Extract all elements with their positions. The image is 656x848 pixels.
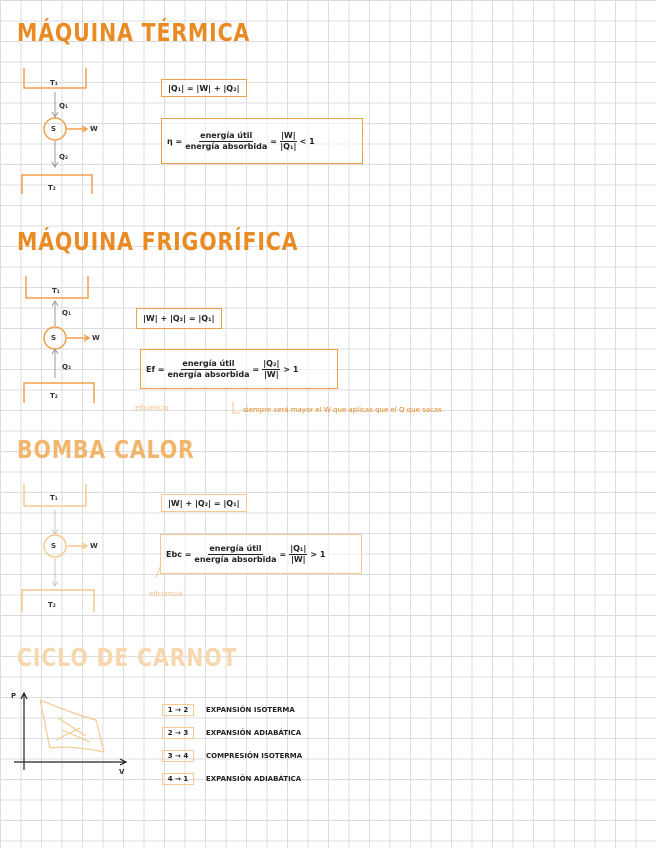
- ebc-rhs: > 1: [310, 549, 326, 559]
- axis-p-label: P: [11, 692, 17, 700]
- carnot-step-label: EXPANSIÓN ADIABÁTICA: [206, 775, 302, 783]
- work-label: W: [92, 334, 100, 342]
- efficiency-box: [160, 534, 362, 574]
- energy-balance-box: [161, 79, 247, 97]
- eta-lhs: η =: [167, 136, 183, 146]
- axis-v-label: V: [119, 768, 125, 776]
- ebc-q-fraction: [289, 544, 307, 563]
- t1-label: T₁: [50, 494, 58, 502]
- energy-balance-equation: |W| + |Q₂| = |Q₁|: [143, 314, 215, 323]
- work-label: W: [90, 125, 98, 133]
- efficiency-label: eficiencia: [149, 590, 183, 598]
- energy-balance-equation: |Q₁| = |W| + |Q₂|: [168, 83, 240, 93]
- t1-label: T₁: [50, 79, 58, 87]
- ebc-q-denominator: |W|: [290, 554, 306, 564]
- energy-balance-box: [161, 494, 247, 512]
- carnot-step: [162, 727, 301, 739]
- energy-balance-box: [136, 308, 222, 329]
- system-label: S: [51, 542, 57, 550]
- q1-label: Q₁: [59, 102, 69, 110]
- carnot-step: [162, 704, 295, 716]
- energy-balance-equation: |W| + |Q₂| = |Q₁|: [168, 498, 240, 508]
- ebc-fraction: [194, 544, 276, 563]
- heading-maquina-termica: MÁQUINA TÉRMICA: [17, 18, 251, 47]
- eta-work-numerator: |W|: [280, 131, 296, 141]
- ef-numerator: energía útil: [182, 359, 235, 369]
- t1-label: T₁: [52, 287, 60, 295]
- eta-rhs: < 1: [299, 136, 315, 146]
- efficiency-box: [161, 118, 363, 164]
- eta-work-denominator: |Q₁|: [280, 141, 297, 151]
- ebc-denominator: energía absorbida: [194, 554, 277, 564]
- ef-q-numerator: |Q₂|: [263, 359, 280, 369]
- t2-label: T₂: [50, 392, 58, 400]
- carnot-step-label: COMPRESIÓN ISOTERMA: [206, 752, 303, 760]
- frigorifica-note: siempre será mayor el W que aplicas que el Q que sacas: [243, 406, 442, 414]
- carnot-step: [162, 773, 301, 785]
- carnot-step-tag: 1 → 2: [162, 704, 194, 716]
- ef-lhs: Ef =: [146, 364, 165, 374]
- heading-ciclo-carnot: CICLO DE CARNOT: [17, 643, 238, 672]
- carnot-step-label: EXPANSIÓN ISOTERMA: [206, 706, 295, 714]
- system-label: S: [51, 125, 57, 133]
- eta-fraction: [185, 131, 267, 150]
- carnot-step-tag: 3 → 4: [162, 750, 194, 762]
- ef-equals: =: [252, 364, 260, 374]
- efficiency-label: eficiencia: [135, 404, 169, 412]
- efficiency-box: [140, 349, 338, 389]
- ef-q-denominator: |W|: [263, 369, 279, 379]
- ef-q-fraction: [262, 359, 280, 378]
- carnot-step-tag: 2 → 3: [162, 727, 194, 739]
- carnot-step-tag: 4 → 1: [162, 773, 194, 785]
- work-label: W: [90, 542, 98, 550]
- heading-maquina-frigorifica: MÁQUINA FRIGORÍFICA: [17, 227, 299, 256]
- heading-bomba-calor: BOMBA CALOR: [17, 435, 195, 464]
- system-label: S: [51, 334, 57, 342]
- q1-label: Q₁: [62, 309, 72, 317]
- ef-fraction: [167, 359, 249, 378]
- carnot-step-label: EXPANSIÓN ADIABÁTICA: [206, 729, 302, 737]
- t2-label: T₂: [48, 184, 56, 192]
- eta-denominator: energía absorbida: [185, 141, 268, 151]
- q2-label: Q₂: [59, 153, 69, 161]
- t2-label: T₂: [48, 601, 56, 609]
- ef-denominator: energía absorbida: [167, 369, 250, 379]
- eta-numerator: energía útil: [200, 131, 253, 141]
- ebc-equals: =: [279, 549, 287, 559]
- ebc-lhs: Ebc =: [166, 549, 192, 559]
- ef-rhs: > 1: [283, 364, 299, 374]
- eta-work-fraction: [280, 131, 297, 150]
- q2-label: Q₂: [62, 363, 72, 371]
- carnot-step: [162, 750, 302, 762]
- ebc-q-numerator: |Q₁|: [290, 544, 307, 554]
- ebc-numerator: energía útil: [209, 544, 262, 554]
- eta-equals: =: [270, 136, 277, 146]
